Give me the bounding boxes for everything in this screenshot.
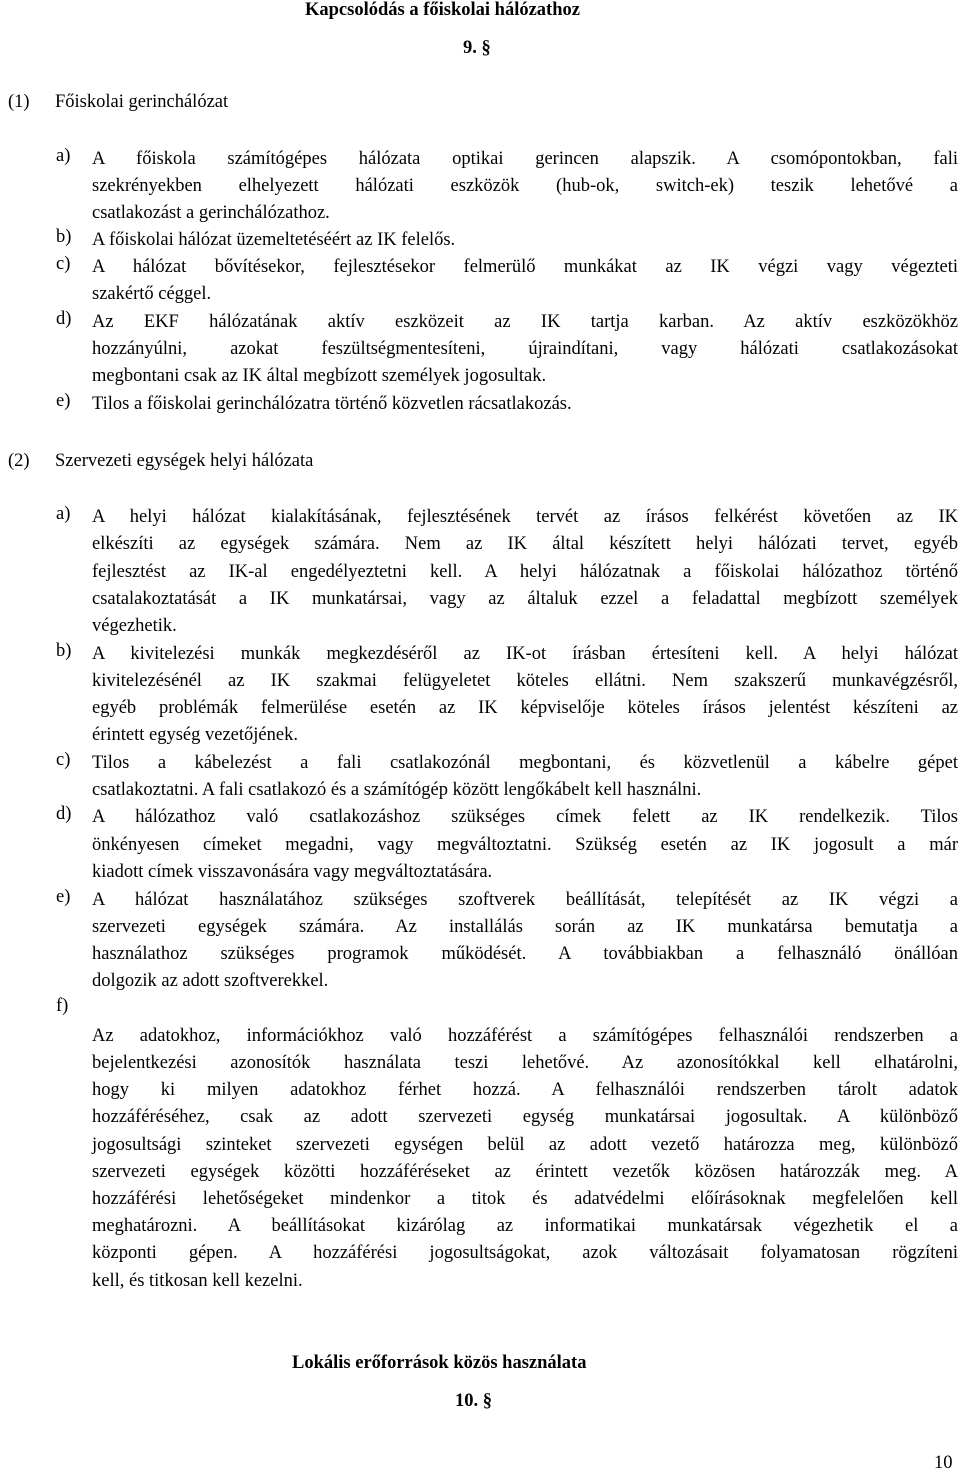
paragraph-line: Tilos a főiskolai gerinchálózatra történő közvetlen rácsatlakozás. — [92, 394, 572, 414]
paragraph-line: elkészíti az egységek számára. Nem az IK által készített helyi hálózati tervet, egyéb — [92, 534, 958, 554]
paragraph-line: csatalakoztatását a IK munkatársai, vagy az általuk ezzel a feladattal megbízott személyek — [92, 589, 958, 609]
paragraph-line: fejlesztést az IK-al engedélyeztetni kell. A helyi hálózatnak a főiskolai hálózathoz történő — [92, 562, 958, 582]
paragraph-line: központi gépen. A hozzáférési jogosultságokat, azok változásait folyamatosan rögzíteni — [92, 1243, 958, 1263]
paragraph-line: kivitelezésénél az IK szakmai felügyeletet köteles ellátni. Nem szakszerű munkavégzésről, — [92, 671, 958, 691]
section-title-2: Szervezeti egységek helyi hálózata — [55, 451, 314, 471]
next-paragraph-number: 10. § — [455, 1391, 492, 1411]
paragraph-line: használathoz szükséges programok működését. A továbbiakban a felhasználó önállóan — [92, 944, 958, 964]
item-marker: d) — [56, 804, 72, 824]
paragraph-line: A hálózat használatához szükséges szoftverek beállítását, telepítését az IK végzi a — [92, 890, 958, 910]
item-marker: b) — [56, 227, 72, 247]
paragraph-line: szervezeti egységek számára. Az installálás során az IK munkatársa bemutatja a — [92, 917, 958, 937]
paragraph-line: érintett egység vezetőjének. — [92, 725, 298, 745]
item-marker: c) — [56, 750, 71, 770]
page-number: 10 — [934, 1453, 953, 1473]
paragraph-line: A helyi hálózat kialakításának, fejlesztésének tervét az írásos felkérést követően az IK — [92, 507, 958, 527]
paragraph-line: szekrényekben elhelyezett hálózati eszközök (hub-ok, switch-ek) teszik lehetővé a — [92, 176, 958, 196]
paragraph-line: dolgozik az adott szoftverekkel. — [92, 971, 329, 991]
paragraph-line: Az adatokhoz, információkhoz való hozzáférést a számítógépes felhasználói rendszerben a — [92, 1026, 958, 1046]
paragraph-line: kiadott címek visszavonására vagy megváltoztatására. — [92, 862, 493, 882]
paragraph-line: egyéb problémák felmerülése esetén az IK képviselője köteles írásos jelentést készíteni az — [92, 698, 958, 718]
section-number-1: (1) — [8, 92, 30, 112]
paragraph-line: A hálózathoz való csatlakozáshoz szükséges címek felett az IK rendelkezik. Tilos — [92, 807, 958, 827]
next-chapter-title: Lokális erőforrások közös használata — [292, 1353, 587, 1373]
paragraph-line: végezhetik. — [92, 616, 177, 636]
paragraph-line: jogosultsági szinteket szervezeti egységen belül az adott vezető határozza meg, különböző — [92, 1135, 958, 1155]
paragraph-line: Tilos a kábelezést a fali csatlakozónál megbontani, és közvetlenül a kábelre gépet — [92, 753, 958, 773]
paragraph-number: 9. § — [463, 38, 491, 58]
paragraph-line: csatlakoztatni. A fali csatlakozó és a számítógép között lengőkábelt kell használni. — [92, 780, 702, 800]
paragraph-line: önkényesen címeket megadni, vagy megváltoztatni. Szükség esetén az IK jogosult a már — [92, 835, 958, 855]
item-marker: b) — [56, 641, 72, 661]
item-marker: c) — [56, 254, 71, 274]
paragraph-line: A főiskolai hálózat üzemeltetéséért az IK felelős. — [92, 230, 456, 250]
item-marker: f) — [56, 996, 69, 1016]
paragraph-line: bejelentkezési azonosítók használata teszi lehetővé. Az azonosítókkal kell elhatárolni, — [92, 1053, 958, 1073]
paragraph-line: A hálózat bővítésekor, fejlesztésekor felmerülő munkákat az IK végzi vagy végezteti — [92, 257, 958, 277]
paragraph-line: hogy ki milyen adatokhoz férhet hozzá. A felhasználói rendszerben tárolt adatok — [92, 1080, 958, 1100]
paragraph-line: szakértő céggel. — [92, 284, 212, 304]
section-number-2: (2) — [8, 451, 30, 471]
paragraph-line: megbontani csak az IK által megbízott személyek jogosultak. — [92, 366, 547, 386]
paragraph-line: csatlakozást a gerinchálózathoz. — [92, 203, 330, 223]
item-marker: e) — [56, 887, 71, 907]
paragraph-line: hozzányúlni, azokat feszültségmentesíteni, újraindítani, vagy hálózati csatlakozásokat — [92, 339, 958, 359]
item-marker: e) — [56, 391, 71, 411]
paragraph-line: A főiskola számítógépes hálózata optikai gerincen alapszik. A csomópontokban, fali — [92, 149, 958, 169]
paragraph-line: szervezeti egységek közötti hozzáféréseket az érintett vezetők közösen határozzák meg. A — [92, 1162, 958, 1182]
section-title-1: Főiskolai gerinchálózat — [55, 92, 229, 112]
item-marker: a) — [56, 146, 71, 166]
item-marker: d) — [56, 309, 72, 329]
paragraph-line: meghatározni. A beállításokat kizárólag az informatikai munkatársak végezhetik el a — [92, 1216, 958, 1236]
chapter-title: Kapcsolódás a főiskolai hálózathoz — [305, 0, 580, 20]
paragraph-line: Az EKF hálózatának aktív eszközeit az IK tartja karban. Az aktív eszközökhöz — [92, 312, 958, 332]
paragraph-line: hozzáféréséhez, csak az adott szervezeti egység munkatársai jogosultak. A különböző — [92, 1107, 958, 1127]
paragraph-line: kell, és titkosan kell kezelni. — [92, 1271, 303, 1291]
paragraph-line: A kivitelezési munkák megkezdéséről az IK-ot írásban értesíteni kell. A helyi hálózat — [92, 644, 958, 664]
paragraph-line: hozzáférési lehetőségeket mindenkor a titok és adatvédelmi előírásoknak megfelelően kell — [92, 1189, 958, 1209]
item-marker: a) — [56, 504, 71, 524]
